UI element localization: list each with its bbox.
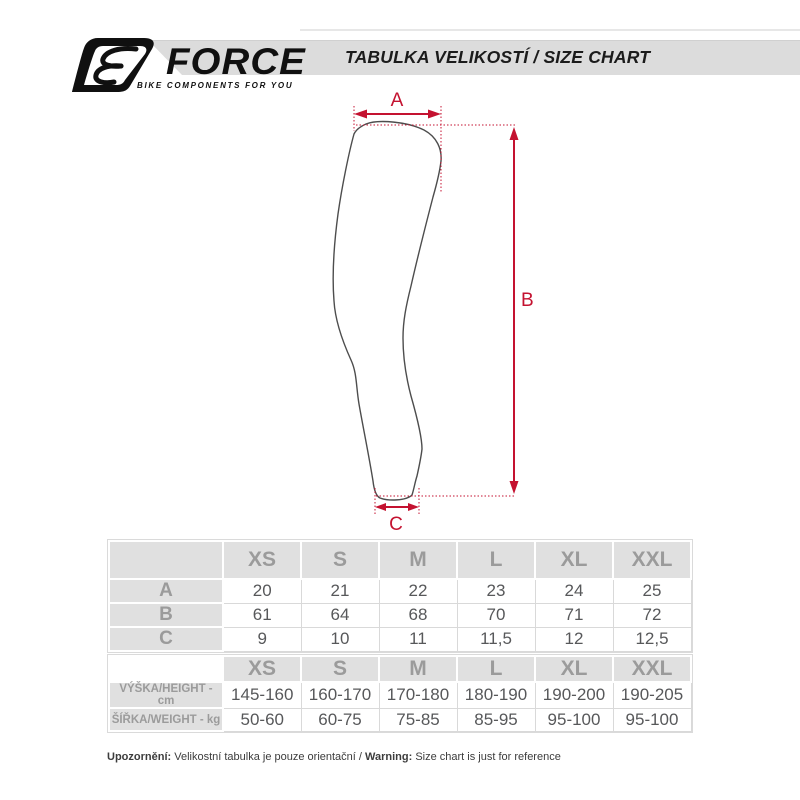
body-value-cell: 190-200: [535, 682, 613, 708]
note-en-label: Warning:: [365, 751, 413, 763]
dim-value-cell: 70: [457, 603, 535, 627]
dim-value-cell: 22: [379, 579, 457, 603]
dim-value-cell: 68: [379, 603, 457, 627]
dimension-label-b: B: [521, 290, 534, 311]
table-row-height: [109, 682, 691, 708]
dim-value-cell: 10: [301, 627, 379, 651]
dimension-arrow-c: [375, 503, 419, 511]
dim-value-cell: 11,5: [457, 627, 535, 651]
dim-value-cell: 71: [535, 603, 613, 627]
table-row-c: [109, 627, 691, 651]
leg-outline: [333, 122, 441, 500]
body-value-cell: 50-60: [223, 708, 301, 731]
size-header-row: [109, 541, 691, 579]
dim-value-cell: 64: [301, 603, 379, 627]
dim-value-cell: 12: [535, 627, 613, 651]
force-tagline: BIKE COMPONENTS FOR YOU: [137, 81, 294, 90]
size-header-cell: XXL: [613, 541, 691, 579]
size-header-cell: S: [301, 541, 379, 579]
size-header-cell: M: [379, 541, 457, 579]
dim-value-cell: 21: [301, 579, 379, 603]
corner-cell: [109, 656, 223, 682]
size-header-cell: XS: [223, 541, 301, 579]
body-size-table: [108, 655, 692, 732]
size-header-cell: XL: [535, 541, 613, 579]
body-value-cell: 180-190: [457, 682, 535, 708]
body-value-cell: 190-205: [613, 682, 691, 708]
corner-cell: [109, 541, 223, 579]
header-rule: [300, 29, 800, 31]
dimension-label-c: C: [389, 514, 403, 535]
body-value-cell: 60-75: [301, 708, 379, 731]
dim-value-cell: 24: [535, 579, 613, 603]
dimension-label-a: A: [390, 90, 404, 111]
dim-label-cell: A: [109, 579, 223, 603]
note-cz-label: Upozornění:: [107, 751, 172, 763]
table-row-weight: [109, 708, 691, 731]
body-value-cell: 160-170: [301, 682, 379, 708]
body-value-cell: 95-100: [613, 708, 691, 731]
dimension-table: [108, 540, 692, 652]
dim-value-cell: 9: [223, 627, 301, 651]
dim-value-cell: 11: [379, 627, 457, 651]
dim-label-cell: C: [109, 627, 223, 651]
size-header-cell: XXL: [613, 656, 691, 682]
size-header-cell: XS: [223, 656, 301, 682]
dim-value-cell: 25: [613, 579, 691, 603]
dim-value-cell: 23: [457, 579, 535, 603]
size-header-cell: L: [457, 656, 535, 682]
dim-label-cell: B: [109, 603, 223, 627]
dim-value-cell: 20: [223, 579, 301, 603]
size-header-cell: S: [301, 656, 379, 682]
body-label-cell: ŠÍŘKA/WEIGHT - kg: [109, 708, 223, 731]
page-title: TABULKA VELIKOSTÍ / SIZE CHART: [345, 47, 651, 67]
body-value-cell: 95-100: [535, 708, 613, 731]
dim-value-cell: 72: [613, 603, 691, 627]
note-en-text: Size chart is just for reference: [412, 751, 561, 763]
reference-note: [107, 751, 561, 763]
leg-measurement-diagram: [300, 85, 560, 540]
note-cz-text: Velikostní tabulka je pouze orientační /: [171, 751, 366, 763]
body-label-cell: VÝŠKA/HEIGHT - cm: [109, 682, 223, 708]
body-value-cell: 85-95: [457, 708, 535, 731]
size-header-cell: XL: [535, 656, 613, 682]
dimension-arrow-b: [510, 127, 519, 494]
table-row-b: [109, 603, 691, 627]
size-header-cell: M: [379, 656, 457, 682]
dim-value-cell: 12,5: [613, 627, 691, 651]
table-row-a: [109, 579, 691, 603]
body-value-cell: 75-85: [379, 708, 457, 731]
size-header-cell: L: [457, 541, 535, 579]
body-value-cell: 170-180: [379, 682, 457, 708]
body-value-cell: 145-160: [223, 682, 301, 708]
force-wordmark: FORCE: [166, 41, 306, 82]
size-header-row: [109, 656, 691, 682]
dim-value-cell: 61: [223, 603, 301, 627]
